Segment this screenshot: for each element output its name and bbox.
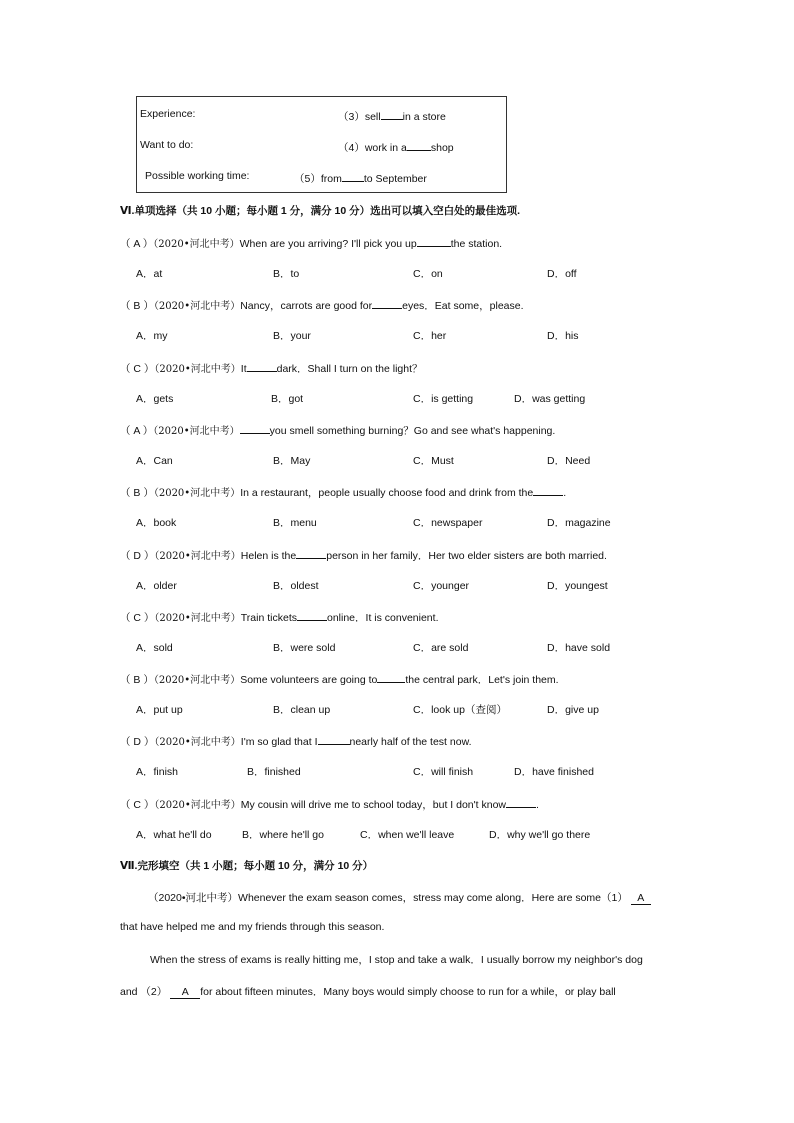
- answer-blank[interactable]: [372, 297, 402, 309]
- option-d[interactable]: D．why we'll go there: [489, 829, 591, 841]
- answer-mark: （ C ）: [120, 799, 155, 811]
- answer-blank[interactable]: [417, 235, 451, 247]
- option-c[interactable]: C．when we'll leave: [360, 829, 455, 841]
- option-a[interactable]: A．put up: [136, 704, 183, 716]
- option-d[interactable]: D．magazine: [547, 517, 611, 529]
- source-tag: （2020•河北中考）: [154, 800, 241, 811]
- option-a[interactable]: A．Can: [136, 455, 173, 467]
- option-a[interactable]: A．sold: [136, 642, 173, 654]
- question-stem: [120, 547, 607, 563]
- answer-mark: （ B ）: [120, 300, 154, 312]
- option-c[interactable]: C．on: [413, 268, 443, 280]
- stem-text: online．It is convenient.: [327, 612, 439, 624]
- answer-mark: （ D ）: [120, 736, 155, 748]
- option-c[interactable]: C．her: [413, 330, 447, 342]
- option-b[interactable]: B．where he'll go: [242, 829, 324, 841]
- option-b[interactable]: B．May: [273, 455, 311, 467]
- item-number: （4）: [338, 142, 365, 154]
- stem-text: I'm so glad that I: [240, 736, 318, 748]
- stem-text: .: [563, 487, 567, 499]
- table-label-want: Want to do:: [140, 139, 194, 151]
- option-d[interactable]: D．have finished: [514, 766, 594, 778]
- question-stem: [120, 796, 539, 812]
- answer-mark: （ B ）: [120, 674, 154, 686]
- section-6-title: Ⅵ.单项选择（共 10 小题；每小题 1 分，满分 10 分）选出可以填入空白处的最佳选项.: [120, 205, 521, 217]
- option-c[interactable]: C．newspaper: [413, 517, 483, 529]
- stem-text: you smell something burning？Go and see what's happening.: [269, 425, 556, 437]
- question-stem: [120, 671, 559, 687]
- question-stem: [120, 733, 472, 749]
- passage-line-1: （2020•河北中考）Whenever the exam season comes，stress may come along．Here are some（1） A: [148, 890, 651, 905]
- answer-blank[interactable]: [407, 139, 431, 151]
- source-tag: （2020•河北中考）: [153, 426, 240, 437]
- question-stem: [120, 422, 555, 438]
- option-b[interactable]: B．to: [273, 268, 300, 280]
- option-b[interactable]: B．your: [273, 330, 311, 342]
- question-stem: [120, 297, 524, 313]
- option-d[interactable]: D．Need: [547, 455, 591, 467]
- option-a[interactable]: A．gets: [136, 393, 174, 405]
- answer-mark: （ C ）: [120, 363, 155, 375]
- source-tag: （2020•河北中考）: [153, 488, 241, 499]
- option-d[interactable]: D．off: [547, 268, 577, 280]
- option-b[interactable]: B．oldest: [273, 580, 319, 592]
- answer-blank[interactable]: [240, 422, 270, 434]
- answer-blank[interactable]: [381, 108, 403, 120]
- stem-text: person in her family．Her two elder sisters are both married.: [326, 550, 607, 562]
- answer-mark: （ A ）: [120, 425, 154, 437]
- answer-blank[interactable]: [297, 609, 327, 621]
- question-stem: [120, 609, 438, 625]
- passage-line-2: that have helped me and my friends through this season.: [120, 921, 385, 933]
- option-a[interactable]: A．what he'll do: [136, 829, 212, 841]
- option-b[interactable]: B．were sold: [273, 642, 336, 654]
- answer-blank-1[interactable]: A: [631, 892, 651, 905]
- source-tag: （2020•河北中考）: [153, 239, 240, 250]
- answer-blank[interactable]: [247, 360, 277, 372]
- question-stem: [120, 484, 566, 500]
- question-stem: [120, 235, 502, 251]
- table-label-experience: Experience:: [140, 108, 196, 120]
- stem-text: In a restaurant，people usually choose food and drink from the: [240, 487, 534, 499]
- option-c[interactable]: C．Must: [413, 455, 454, 467]
- passage-line-4: and （2） A for about fifteen minutes．Many boys would simply choose to run for a while，or play ball: [120, 986, 616, 998]
- source-tag: （2020•河北中考）: [154, 551, 241, 562]
- answer-blank[interactable]: [533, 484, 563, 496]
- stem-text: My cousin will drive me to school today，but I don't know: [240, 799, 506, 811]
- question-stem: [120, 360, 423, 376]
- table-label-time: Possible working time:: [145, 170, 250, 182]
- option-c[interactable]: C．look up（查阅）: [413, 704, 507, 716]
- stem-text: the central park．Let's join them.: [405, 674, 559, 686]
- stem-text: the station.: [450, 238, 503, 250]
- stem-text: When are you arriving? I'll pick you up: [239, 238, 417, 250]
- stem-text: Helen is the: [240, 550, 297, 562]
- option-d[interactable]: D．his: [547, 330, 579, 342]
- option-d[interactable]: D．was getting: [514, 393, 586, 405]
- source-tag: （2020•河北中考）: [154, 737, 241, 748]
- option-a[interactable]: A．my: [136, 330, 168, 342]
- answer-mark: （ C ）: [120, 612, 155, 624]
- option-a[interactable]: A．at: [136, 268, 163, 280]
- answer-blank[interactable]: [506, 796, 536, 808]
- option-b[interactable]: B．clean up: [273, 704, 331, 716]
- answer-blank[interactable]: [342, 170, 364, 182]
- source-tag: （2020•河北中考）: [153, 301, 241, 312]
- stem-text: It: [240, 363, 247, 375]
- stem-text: Nancy，carrots are good for: [240, 300, 373, 312]
- item-number: （5）: [294, 173, 321, 185]
- option-d[interactable]: D．give up: [547, 704, 599, 716]
- source-tag: （2020•河北中考）: [153, 675, 241, 686]
- passage-line-3: When the stress of exams is really hitting me，I stop and take a walk．I usually borrow my neighbor's dog: [150, 954, 643, 966]
- option-d[interactable]: D．have sold: [547, 642, 611, 654]
- answer-blank[interactable]: [377, 671, 405, 683]
- stem-text: nearly half of the test now.: [349, 736, 472, 748]
- option-a[interactable]: A．book: [136, 517, 177, 529]
- answer-blank-2[interactable]: A: [170, 986, 200, 999]
- option-b[interactable]: B．got: [271, 393, 304, 405]
- option-b[interactable]: B．finished: [247, 766, 301, 778]
- option-a[interactable]: A．older: [136, 580, 177, 592]
- answer-mark: （ D ）: [120, 550, 155, 562]
- option-c[interactable]: C．will finish: [413, 766, 474, 778]
- answer-mark: （ A ）: [120, 238, 154, 250]
- answer-blank[interactable]: [318, 733, 350, 745]
- answer-mark: （ B ）: [120, 487, 154, 499]
- stem-text: Train tickets: [240, 612, 297, 624]
- answer-blank[interactable]: [296, 547, 326, 559]
- table-item-4: （4）work in a shop: [338, 139, 454, 155]
- source-tag: （2020•河北中考）: [154, 364, 241, 375]
- item-number: （3）: [338, 111, 365, 123]
- stem-text: .: [536, 799, 539, 811]
- option-c[interactable]: C．is getting: [413, 393, 474, 405]
- option-c[interactable]: C．are sold: [413, 642, 469, 654]
- option-b[interactable]: B．menu: [273, 517, 317, 529]
- table-item-5: （5）from to September: [294, 170, 427, 186]
- option-a[interactable]: A．finish: [136, 766, 179, 778]
- stem-text: dark．Shall I turn on the light？: [276, 363, 423, 375]
- stem-text: eyes．Eat some，please.: [402, 300, 524, 312]
- table-item-3: （3）sell in a store: [338, 108, 446, 124]
- option-c[interactable]: C．younger: [413, 580, 470, 592]
- section-7-title: Ⅶ.完形填空（共 1 小题；每小题 10 分，满分 10 分）: [120, 860, 374, 872]
- source-tag: （2020•河北中考）: [154, 613, 241, 624]
- stem-text: Some volunteers are going to: [240, 674, 378, 686]
- option-d[interactable]: D．youngest: [547, 580, 608, 592]
